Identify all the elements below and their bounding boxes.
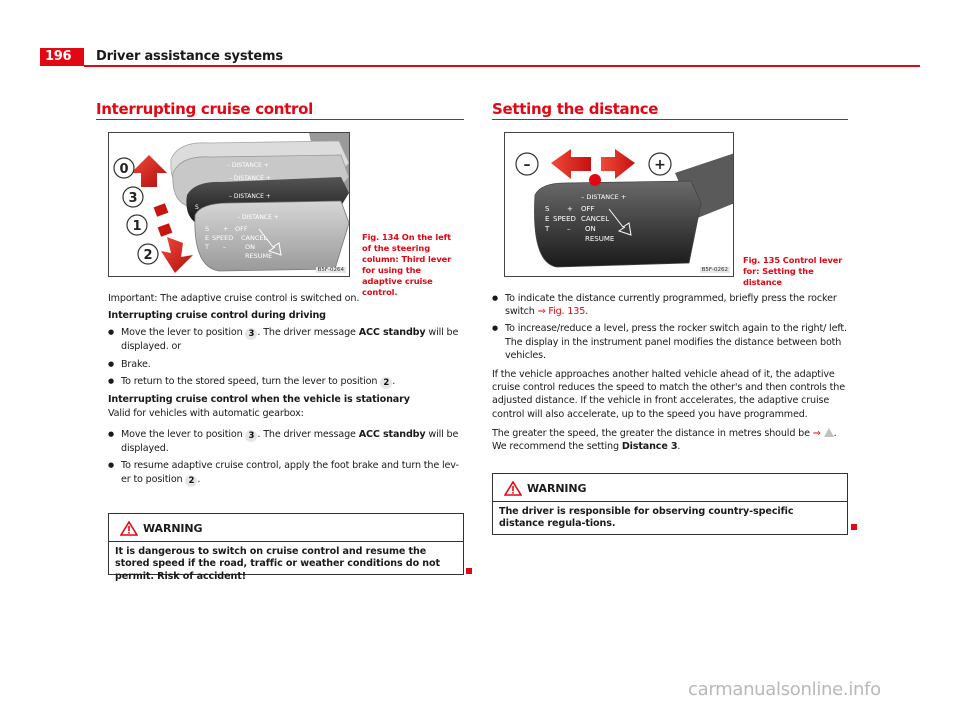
position-2-marker — [138, 244, 158, 264]
position-label-0: 0 — [119, 162, 129, 177]
plus-label: + — [654, 157, 666, 173]
header-rule — [84, 65, 920, 67]
plus-marker — [649, 153, 671, 175]
validity-note: Valid for vehicles with automatic gearbox: — [108, 408, 304, 420]
arrow-up-icon — [131, 155, 167, 187]
front-s-label: S — [205, 225, 210, 233]
watermark: carmanualsonline.info — [688, 679, 881, 700]
warning-text: The driver is responsible for observing country-specific distance regula-tions. — [499, 506, 794, 530]
front-on-label: ON — [245, 243, 255, 251]
lever-e-label: E — [545, 215, 550, 223]
position-1-marker — [127, 215, 147, 235]
front-speed-label: SPEED — [212, 234, 234, 242]
figure-code: B5F-0264 — [317, 267, 344, 273]
ghost-distance-label-2: – DISTANCE + — [229, 175, 271, 182]
subheading-stationary: Interrupting cruise control when the vehicle is stationary — [108, 393, 410, 405]
lever-on-label: ON — [585, 225, 596, 233]
list-item: ● Move the lever to position 3 . The driver message ACC standby will be displayed. or — [108, 326, 464, 353]
lever-resume-label: RESUME — [585, 235, 615, 243]
list-item: ● To increase/reduce a level, press the rocker switch again to the right/ left. The display in the instrument panel modifies the distance between both vehicles. — [492, 322, 848, 362]
list-item: ● To resume adaptive cruise control, apply the foot brake and turn the lev-er to position 2 . — [108, 459, 464, 486]
chapter-title: Driver assistance systems — [96, 49, 283, 64]
right-body-text — [492, 292, 848, 457]
figure-reference-link[interactable]: ⇒ Fig. 135 — [537, 306, 586, 318]
arrow-left-icon — [551, 149, 591, 179]
approach-paragraph: If the vehicle approaches another halted vehicle ahead of it, the adaptive cruise control reduces the speed to match the other's and then controls the adjusted distance. If the vehicle in front accelerates, the adaptive cruise control will also accelerate, up to the speed you have programmed. — [492, 369, 845, 420]
section-rule-right — [492, 119, 848, 120]
warning-mini-icon — [824, 428, 834, 437]
front-t-label: T — [205, 243, 209, 251]
position-label-1: 1 — [132, 219, 142, 234]
cruise-lever-illustration — [109, 133, 350, 277]
intro-paragraph: Important: The adaptive cruise control is switched on. — [108, 293, 360, 304]
dark-s-label: S — [195, 204, 199, 211]
lever-speed-label: SPEED — [553, 215, 576, 223]
section-end-marker — [851, 524, 857, 530]
arrow-right-icon — [601, 149, 635, 179]
front-cancel-label: CANCEL — [241, 234, 268, 242]
lever-s-label: S — [545, 205, 550, 213]
front-plus-label: + — [223, 225, 229, 233]
front-e-label: E — [205, 234, 210, 242]
lever-plus-label: + — [567, 205, 573, 213]
minus-label: – — [523, 157, 531, 173]
list-item: ● To return to the stored speed, turn the lever to position 2 . — [108, 375, 464, 389]
section-rule-left — [96, 119, 464, 120]
dark-distance-label: – DISTANCE + — [229, 193, 271, 200]
position-label-3: 3 — [128, 191, 138, 206]
figure-134 — [108, 132, 350, 277]
position-label-2: 2 — [143, 248, 153, 263]
minus-marker — [516, 153, 538, 175]
page-number: 196 — [40, 48, 84, 66]
section-title-distance: Setting the distance — [492, 100, 659, 118]
distance-lever-illustration — [505, 133, 734, 277]
list-item: ● To indicate the distance currently programmed, briefly press the rocker switch ⇒ Fig. 135. — [492, 292, 848, 318]
front-minus-label: – — [223, 243, 227, 251]
warning-box-left — [108, 513, 464, 582]
section-title-interrupting: Interrupting cruise control — [96, 100, 313, 118]
front-distance-label: – DISTANCE + — [237, 214, 279, 221]
lever-off-label: OFF — [581, 205, 595, 213]
warning-box-right — [492, 473, 848, 535]
lever-cancel-label: CANCEL — [581, 215, 610, 223]
position-number-badge: 3 — [245, 328, 257, 340]
position-number-badge: 3 — [245, 430, 257, 442]
position-3-marker — [123, 187, 143, 207]
figure-135 — [504, 132, 734, 277]
figure-caption-134: Fig. 134 On the left of the steering column: Third lever for using the adaptive cruise control. — [362, 232, 452, 297]
figure-caption-135: Fig. 135 Control lever for: Setting the distance — [743, 255, 843, 287]
position-0-marker — [114, 158, 134, 178]
left-body-text — [108, 292, 464, 491]
warning-text: It is dangerous to switch on cruise control and resume the stored speed if the road, traffic or weather conditions do not permit. Risk of accident! — [115, 546, 441, 582]
section-end-marker — [466, 568, 472, 574]
warning-reference-link[interactable]: ⇒ — [813, 428, 834, 439]
warning-title: WARNING — [143, 522, 203, 535]
position-number-badge: 2 — [185, 475, 197, 487]
lever-distance-label: – DISTANCE + — [581, 193, 627, 201]
arrow-down-icon — [161, 237, 193, 273]
distance-paragraph: The greater the speed, the greater the distance in metres should be ⇒ . We recommend the setting Distance 3. — [492, 427, 837, 453]
ghost-distance-label: – DISTANCE + — [227, 162, 269, 169]
list-item: ● Move the lever to position 3 . The driver message ACC standby will be displayed. — [108, 428, 464, 455]
warning-title: WARNING — [527, 482, 587, 495]
warning-triangle-icon — [504, 481, 522, 496]
figure-code: B5F-0262 — [701, 267, 728, 273]
warning-triangle-icon — [120, 521, 138, 536]
front-off-label: OFF — [235, 225, 248, 233]
position-number-badge: 2 — [380, 377, 392, 389]
subheading-during-driving: Interrupting cruise control during driving — [108, 310, 326, 322]
lever-t-label: T — [545, 225, 550, 233]
front-resume-label: RESUME — [245, 252, 273, 260]
list-item: ● Brake. — [108, 358, 464, 371]
lever-minus-label: – — [567, 225, 571, 233]
